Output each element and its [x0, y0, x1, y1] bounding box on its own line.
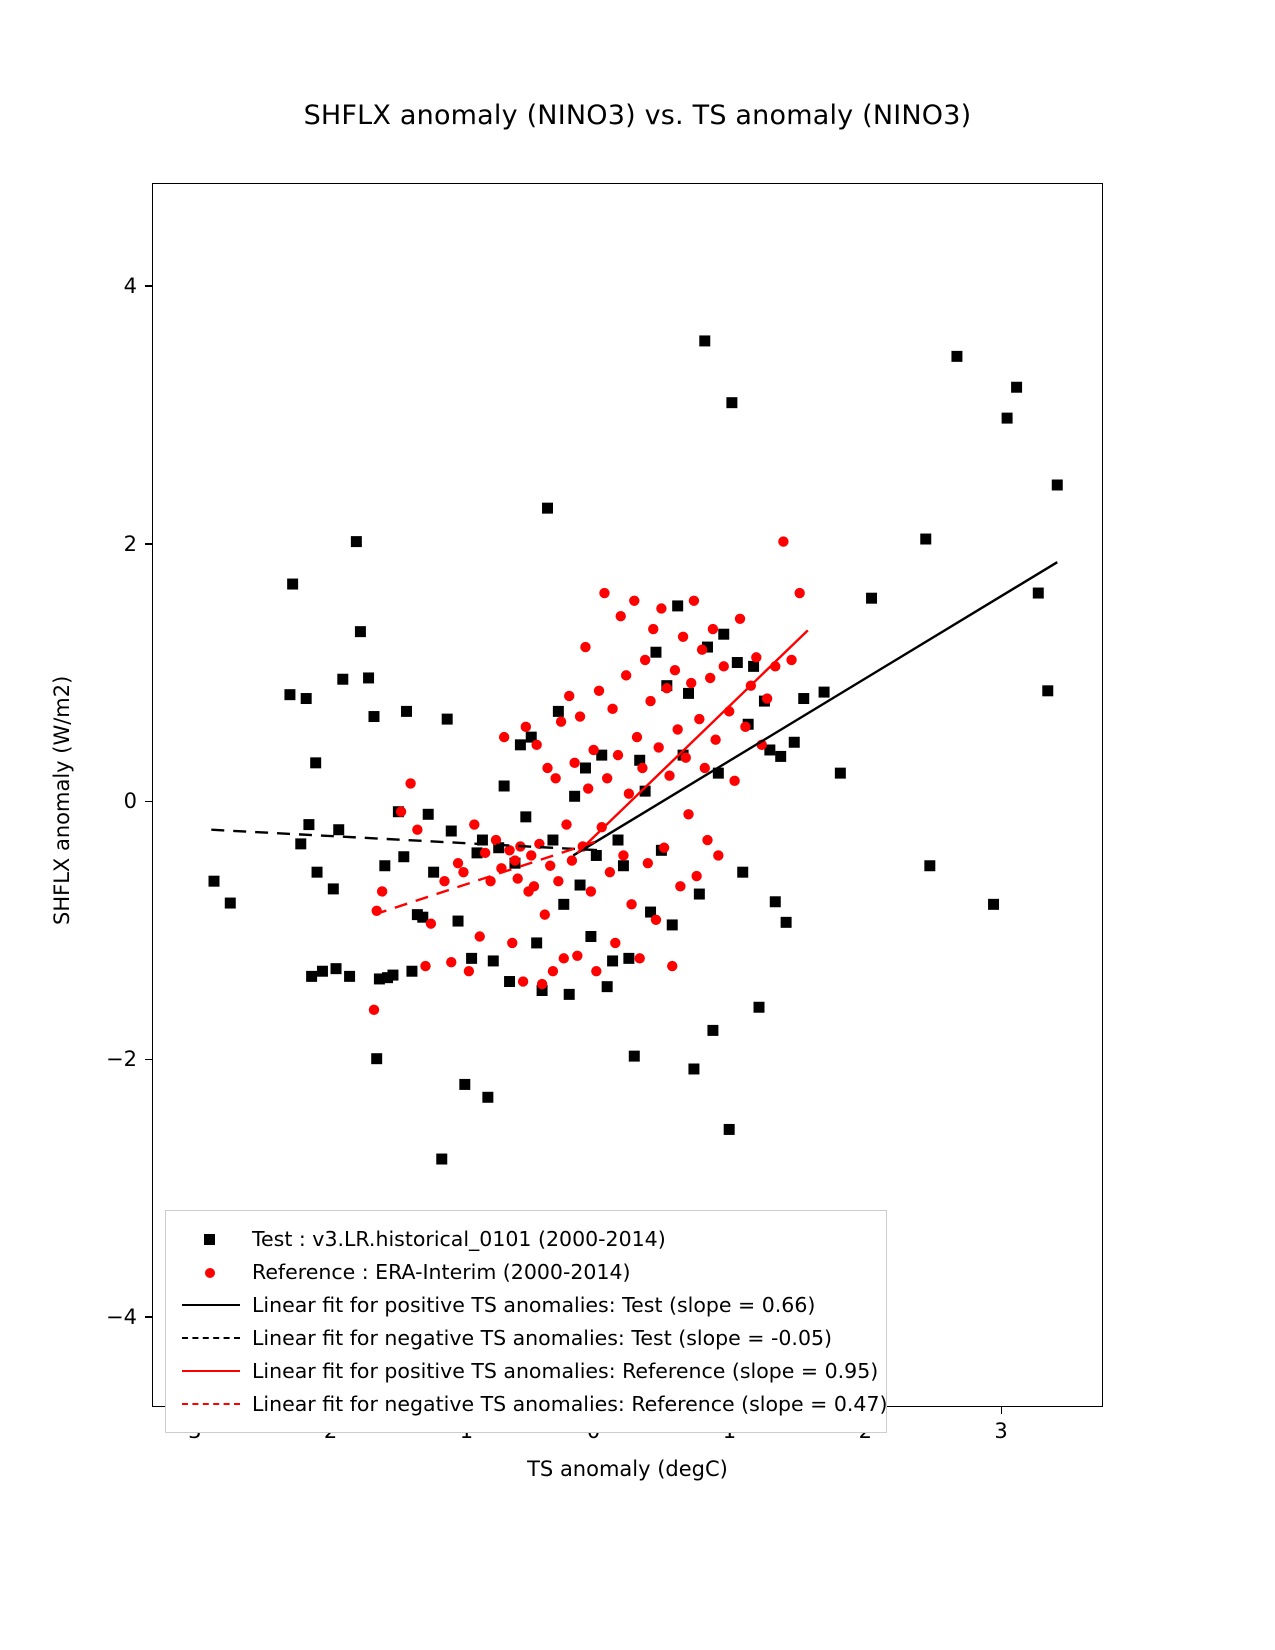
legend-key — [180, 1229, 242, 1249]
data-point — [602, 773, 612, 783]
y-tick-label: −4 — [106, 1304, 137, 1329]
data-point — [719, 661, 729, 671]
data-point — [697, 644, 707, 654]
data-point — [540, 909, 550, 919]
data-point — [553, 876, 563, 886]
data-point — [521, 722, 531, 732]
data-point — [613, 835, 624, 846]
data-point — [618, 850, 628, 860]
legend-label: Linear fit for positive TS anomalies: Reference (slope = 0.95) — [252, 1358, 879, 1383]
data-point — [284, 689, 295, 700]
data-point — [686, 678, 696, 688]
data-point — [594, 686, 604, 696]
data-point — [683, 809, 693, 819]
data-point — [507, 938, 517, 948]
data-point — [553, 706, 564, 717]
data-point — [518, 976, 528, 986]
data-point — [605, 867, 615, 877]
data-point — [643, 858, 653, 868]
data-point — [344, 971, 355, 982]
data-point — [659, 843, 669, 853]
legend-item[interactable] — [180, 1222, 872, 1255]
data-point — [781, 917, 792, 928]
data-point — [580, 642, 590, 652]
data-point — [607, 955, 618, 966]
data-point — [629, 596, 639, 606]
data-point — [333, 824, 344, 835]
data-point — [713, 850, 723, 860]
data-point — [564, 691, 574, 701]
legend-line-marker-icon — [182, 1403, 240, 1405]
data-point — [363, 672, 374, 683]
data-point — [406, 966, 417, 977]
data-point — [588, 745, 598, 755]
data-point — [469, 819, 479, 829]
fit-line — [577, 630, 807, 853]
data-point — [423, 809, 434, 820]
data-point — [648, 624, 658, 634]
data-point — [626, 899, 636, 909]
data-point — [700, 763, 710, 773]
data-point — [629, 1051, 640, 1062]
data-point — [653, 742, 663, 752]
data-point — [303, 819, 314, 830]
data-point — [301, 693, 312, 704]
data-point — [564, 989, 575, 1000]
data-point — [778, 536, 788, 546]
data-point — [569, 758, 579, 768]
data-point — [637, 763, 647, 773]
data-point — [602, 981, 613, 992]
data-point — [387, 970, 398, 981]
data-point — [464, 966, 474, 976]
data-point — [1033, 588, 1044, 599]
data-point — [1052, 480, 1063, 491]
data-point — [651, 915, 661, 925]
legend-key — [180, 1295, 242, 1315]
data-point — [306, 971, 317, 982]
data-point — [355, 626, 366, 637]
data-point — [442, 714, 453, 725]
data-point — [377, 886, 387, 896]
y-tick-label: 2 — [123, 531, 137, 556]
legend-label: Reference : ERA-Interim (2000-2014) — [252, 1259, 631, 1284]
legend-line-marker-icon — [182, 1370, 240, 1372]
data-point — [586, 886, 596, 896]
data-point — [664, 771, 674, 781]
data-point — [705, 673, 715, 683]
data-point — [396, 807, 406, 817]
data-point — [561, 819, 571, 829]
data-point — [688, 1063, 699, 1074]
data-point — [556, 716, 566, 726]
data-point — [504, 976, 515, 987]
data-point — [488, 955, 499, 966]
data-point — [1042, 685, 1053, 696]
legend-label: Test : v3.LR.historical_0101 (2000-2014) — [252, 1226, 666, 1251]
data-point — [379, 860, 390, 871]
data-point — [710, 734, 720, 744]
data-point — [328, 883, 339, 894]
data-point — [681, 753, 691, 763]
data-point — [683, 688, 694, 699]
data-point — [225, 898, 236, 909]
data-point — [798, 693, 809, 704]
data-point — [988, 899, 999, 910]
data-point — [786, 655, 796, 665]
data-point — [499, 781, 510, 792]
data-point — [459, 1079, 470, 1090]
data-point — [737, 867, 748, 878]
data-point — [635, 953, 645, 963]
data-point — [707, 1025, 718, 1036]
data-point — [405, 778, 415, 788]
legend-key — [180, 1394, 242, 1414]
y-tick-mark — [145, 1059, 152, 1060]
data-point — [656, 603, 666, 613]
legend-line-marker-icon — [182, 1337, 240, 1339]
legend-dot-marker-icon — [205, 1268, 215, 1278]
data-point — [924, 860, 935, 871]
data-point — [621, 670, 631, 680]
chart-title: SHFLX anomaly (NINO3) vs. TS anomaly (NINO3) — [303, 100, 972, 131]
data-point — [317, 966, 328, 977]
data-point — [287, 579, 298, 590]
data-point — [531, 740, 541, 750]
data-point — [650, 647, 661, 658]
data-point — [482, 1092, 493, 1103]
data-point — [369, 1005, 379, 1015]
data-point — [436, 1154, 447, 1165]
data-point — [558, 899, 569, 910]
legend-label: Linear fit for negative TS anomalies: Reference (slope = 0.47) — [252, 1391, 888, 1416]
legend-label: Linear fit for negative TS anomalies: Test (slope = -0.05) — [252, 1325, 833, 1350]
x-tick-label: 3 — [994, 1419, 1008, 1443]
data-point — [740, 722, 750, 732]
data-point — [1011, 382, 1022, 393]
y-axis-label: SHFLX anomaly (W/m2) — [50, 675, 74, 925]
data-point — [645, 696, 655, 706]
data-point — [504, 845, 514, 855]
data-point — [295, 838, 306, 849]
data-point — [616, 611, 626, 621]
y-tick-mark — [145, 801, 152, 802]
data-point — [542, 763, 552, 773]
data-point — [466, 953, 477, 964]
data-point — [1002, 413, 1013, 424]
data-point — [351, 536, 362, 547]
data-point — [732, 657, 743, 668]
data-point — [920, 534, 931, 545]
legend-item[interactable] — [180, 1321, 872, 1354]
data-point — [337, 674, 348, 685]
data-point — [515, 739, 526, 750]
data-point — [531, 937, 542, 948]
data-point — [708, 624, 718, 634]
data-point — [640, 655, 650, 665]
fit-line — [573, 562, 1057, 855]
series-test-points — [209, 335, 1063, 1164]
data-point — [572, 951, 582, 961]
data-point — [591, 850, 602, 861]
data-point — [835, 768, 846, 779]
data-point — [672, 600, 683, 611]
data-point — [699, 335, 710, 346]
data-point — [689, 596, 699, 606]
data-point — [368, 711, 379, 722]
data-point — [439, 876, 449, 886]
data-point — [458, 867, 468, 877]
data-point — [526, 850, 536, 860]
y-tick-mark — [145, 543, 152, 544]
data-point — [453, 916, 464, 927]
data-point — [331, 963, 342, 974]
data-point — [575, 880, 586, 891]
data-point — [866, 593, 877, 604]
data-point — [542, 503, 553, 514]
legend-square-marker-icon — [204, 1234, 215, 1245]
data-point — [591, 966, 601, 976]
data-point — [453, 858, 463, 868]
data-point — [510, 855, 520, 865]
data-point — [618, 860, 629, 871]
x-axis-label: TS anomaly (degC) — [527, 1457, 728, 1481]
data-point — [762, 693, 772, 703]
data-point — [632, 732, 642, 742]
legend-item[interactable] — [180, 1354, 879, 1387]
data-point — [702, 835, 712, 845]
legend-label: Linear fit for positive TS anomalies: Test (slope = 0.66) — [252, 1292, 816, 1317]
data-point — [401, 706, 412, 717]
data-point — [678, 632, 688, 642]
data-point — [583, 783, 593, 793]
data-point — [398, 851, 409, 862]
data-point — [550, 773, 560, 783]
data-point — [729, 776, 739, 786]
data-point — [475, 931, 485, 941]
data-point — [789, 737, 800, 748]
legend-item[interactable] — [180, 1255, 872, 1288]
data-point — [667, 961, 677, 971]
data-point — [794, 588, 804, 598]
data-point — [775, 751, 786, 762]
data-point — [512, 873, 522, 883]
data-point — [718, 629, 729, 640]
y-tick-mark — [145, 1316, 152, 1317]
data-point — [748, 661, 759, 672]
data-point — [412, 825, 422, 835]
data-point — [580, 762, 591, 773]
y-tick-mark — [145, 285, 152, 286]
y-tick-label: −2 — [106, 1047, 137, 1072]
data-point — [499, 732, 509, 742]
data-point — [672, 724, 682, 734]
data-point — [607, 704, 617, 714]
data-point — [754, 1002, 765, 1013]
data-point — [548, 966, 558, 976]
data-point — [724, 1124, 735, 1135]
data-point — [751, 652, 761, 662]
data-point — [575, 711, 585, 721]
data-point — [624, 789, 634, 799]
data-point — [491, 835, 501, 845]
data-point — [520, 811, 531, 822]
data-point — [559, 953, 569, 963]
data-point — [726, 397, 737, 408]
data-point — [662, 683, 672, 693]
data-point — [585, 931, 596, 942]
data-point — [420, 961, 430, 971]
y-tick-label: 4 — [123, 274, 137, 299]
data-point — [770, 896, 781, 907]
y-tick-label: 0 — [123, 789, 137, 814]
data-point — [675, 881, 685, 891]
legend-key — [180, 1361, 242, 1381]
data-point — [529, 881, 539, 891]
data-point — [694, 889, 705, 900]
data-point — [428, 867, 439, 878]
legend-key — [180, 1328, 242, 1348]
data-point — [209, 876, 220, 887]
legend-key — [180, 1262, 242, 1282]
data-point — [599, 588, 609, 598]
data-point — [569, 791, 580, 802]
data-point — [446, 957, 456, 967]
data-point — [610, 938, 620, 948]
data-point — [537, 979, 547, 989]
series-reference-points — [369, 536, 805, 1015]
legend-item[interactable] — [180, 1288, 872, 1321]
data-point — [371, 1053, 382, 1064]
data-point — [545, 861, 555, 871]
data-point — [480, 848, 490, 858]
data-point — [613, 750, 623, 760]
legend-item[interactable] — [180, 1387, 888, 1420]
data-point — [312, 867, 323, 878]
data-point — [691, 871, 701, 881]
x-tick-mark — [1001, 1407, 1002, 1414]
data-point — [819, 687, 830, 698]
data-point — [567, 855, 577, 865]
chart-legend — [165, 1210, 887, 1433]
legend-line-marker-icon — [182, 1304, 240, 1306]
data-point — [670, 665, 680, 675]
data-point — [694, 714, 704, 724]
data-point — [667, 919, 678, 930]
data-point — [951, 351, 962, 362]
data-point — [623, 953, 634, 964]
data-point — [426, 918, 436, 928]
data-point — [735, 614, 745, 624]
data-point — [310, 757, 321, 768]
data-point — [446, 826, 457, 837]
data-point — [547, 835, 558, 846]
